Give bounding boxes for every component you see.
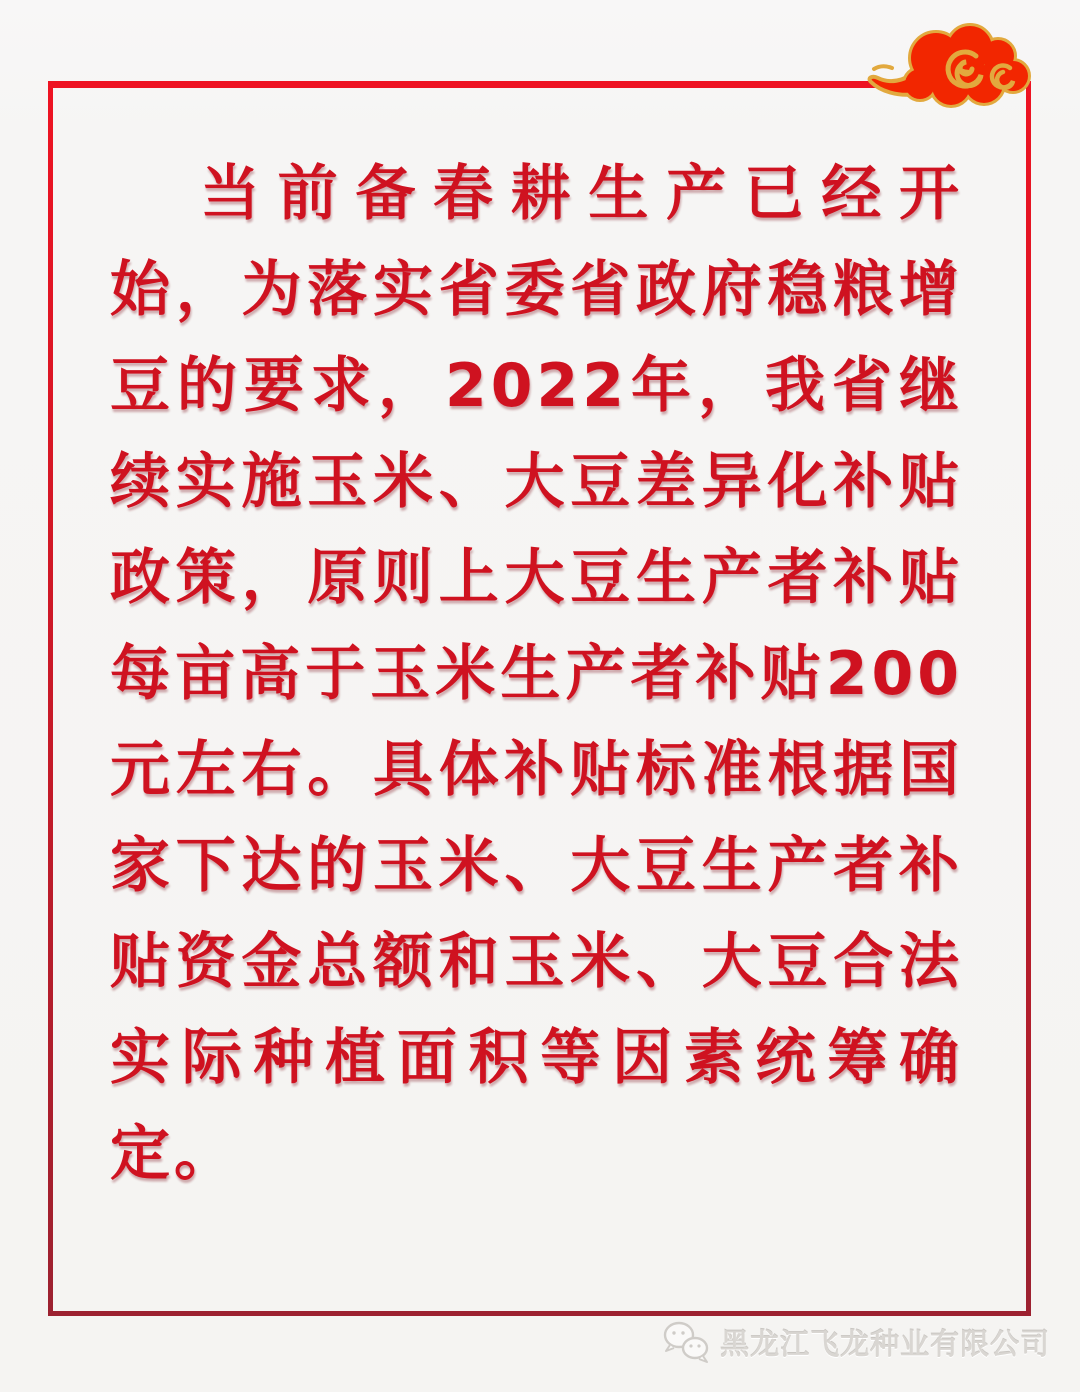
policy-paragraph: 当前备春耕生产已经开始，为落实省委省政府稳粮增豆的要求，2022年，我省继续实施玉米、大豆差异化补贴政策，原则上大豆生产者补贴每亩高于玉米生产者补贴200元左右。具体补贴标准根据国家下达的玉米、大豆生产者补贴资金总额和玉米、大豆合法实际种植面积等因素统筹确定。 bbox=[110, 159, 963, 1189]
watermark-company-name: 黑龙江飞龙种业有限公司 bbox=[719, 1326, 1050, 1361]
red-border-frame bbox=[48, 81, 1031, 1316]
wechat-icon bbox=[662, 1320, 712, 1364]
auspicious-cloud-icon bbox=[858, 22, 1034, 114]
watermark bbox=[662, 1320, 1050, 1364]
